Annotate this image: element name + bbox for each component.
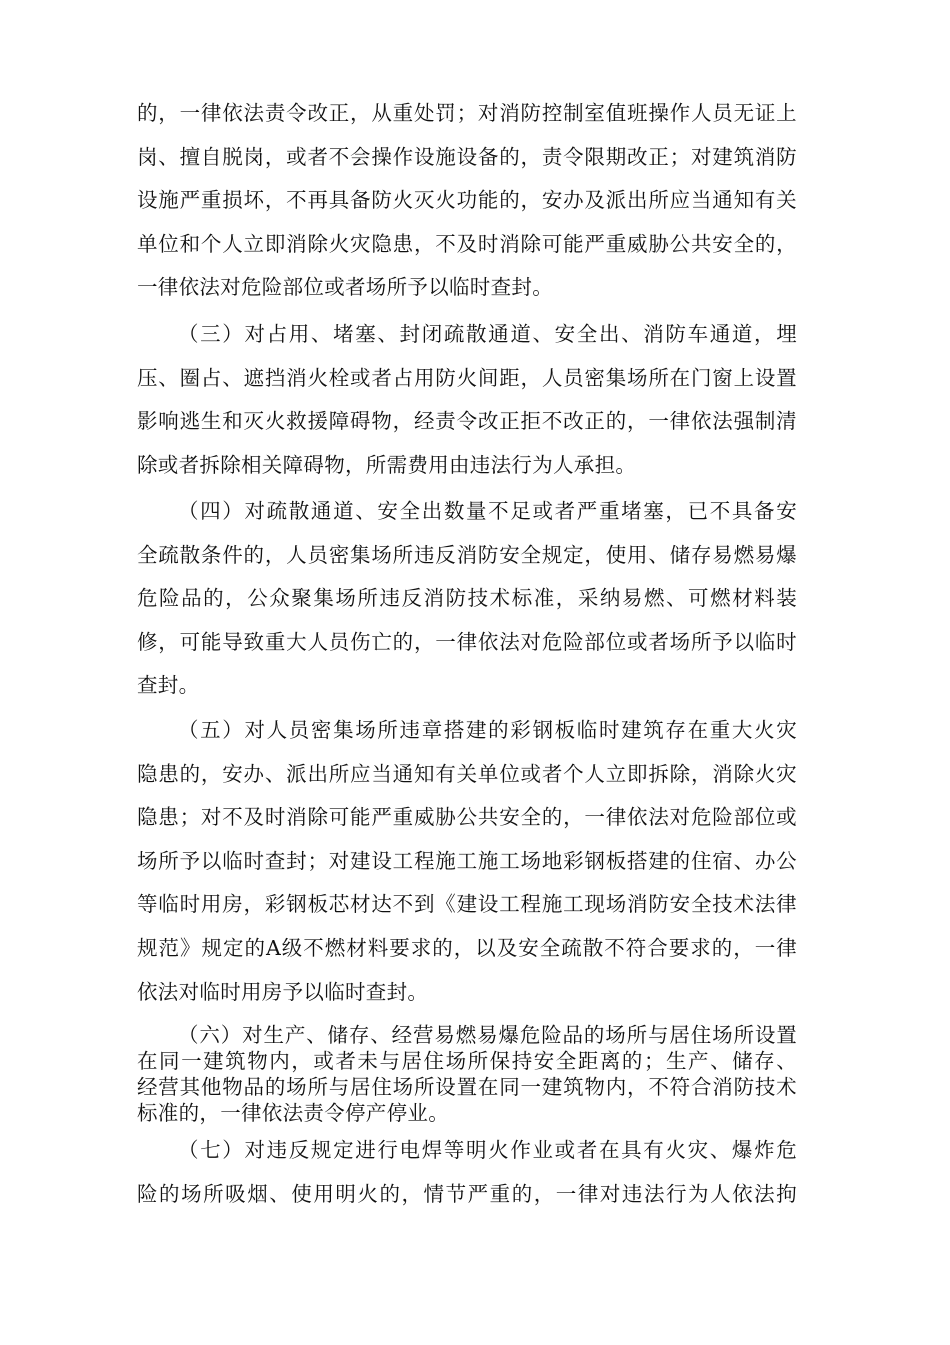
text-line: 全疏散条件的，人员密集场所违反消防安全规定，使用、储存易燃易爆 [137,542,797,567]
text-line: 查封。 [137,673,200,698]
text-line: 隐患的，安办、派出所应当通知有关单位或者个人立即拆除，消除火灾 [137,761,797,786]
text-line: 的，一律依法责令改正，从重处罚；对消防控制室值班操作人员无证上 [137,101,797,125]
text-line: 设施严重损坏，不再具备防火灭火功能的，安办及派出所应当通知有关 [137,188,797,213]
text-line: 单位和个人立即消除火灾隐患，不及时消除可能严重威胁公共安全的， [137,231,797,256]
text-line: 修，可能导致重大人员伤亡的，一律依法对危险部位或者场所予以临时 [137,629,797,654]
text-line: 险的场所吸烟、使用明火的，情节严重的，一律对违法行为人依法拘 [137,1181,797,1206]
paragraph-item-3 [137,313,797,487]
text-line: （三）对占用、堵塞、封闭疏散通道、安全出、消防车通道，埋 [178,322,797,346]
text-line: 一律依法对危险部位或者场所予以临时查封。 [137,275,553,300]
text-line: 岗、擅自脱岗，或者不会操作设施设备的，责令限期改正；对建筑消防 [137,144,797,169]
paragraph-item-6 [137,1022,797,1126]
text-line: 标准的，一律依法责令停产停业。 [137,1101,449,1125]
text-line: 隐患；对不及时消除可能严重威胁公共安全的，一律依法对危险部位或 [137,805,797,830]
paragraph-item-4 [137,490,797,708]
paragraph-continuation [137,92,797,310]
text-line: 影响逃生和灭火救援障碍物，经责令改正拒不改正的，一律依法强制清 [137,409,797,434]
text-line: 依法对临时用房予以临时查封。 [137,979,429,1004]
text-line: （五）对人员密集场所违章搭建的彩钢板临时建筑存在重大火灾 [178,718,797,742]
text-line: 规范》规定的A级不燃材料要求的，以及安全疏散不符合要求的，一律 [137,935,797,960]
paragraph-item-5 [137,709,797,1014]
text-line: （七）对违反规定进行电焊等明火作业或者在具有火灾、爆炸危 [178,1138,797,1162]
text-line: 场所予以临时查封；对建设工程施工施工场地彩钢板搭建的住宿、办公 [137,848,797,873]
text-line: 压、圈占、遮挡消火栓或者占用防火间距，人员密集场所在门窗上设置 [137,365,797,390]
text-line: （六）对生产、储存、经营易燃易爆危险品的场所与居住场所设置 [178,1023,797,1047]
text-line: 危险品的，公众聚集场所违反消防技术标准，采纳易燃、可燃材料装 [137,586,797,611]
text-line: 除或者拆除相关障碍物，所需费用由违法行为人承担。 [137,452,637,477]
paragraph-item-7 [137,1129,797,1216]
text-line: 经营其他物品的场所与居住场所设置在同一建筑物内，不符合消防技术 [137,1075,797,1099]
text-line: 等临时用房，彩钢板芯材达不到《建设工程施工现场消防安全技术法律 [137,892,797,917]
text-line: 在同一建筑物内，或者未与居住场所保持安全距离的；生产、储存、 [137,1049,797,1073]
text-line: （四）对疏散通道、安全出数量不足或者严重堵塞，已不具备安 [178,499,797,523]
